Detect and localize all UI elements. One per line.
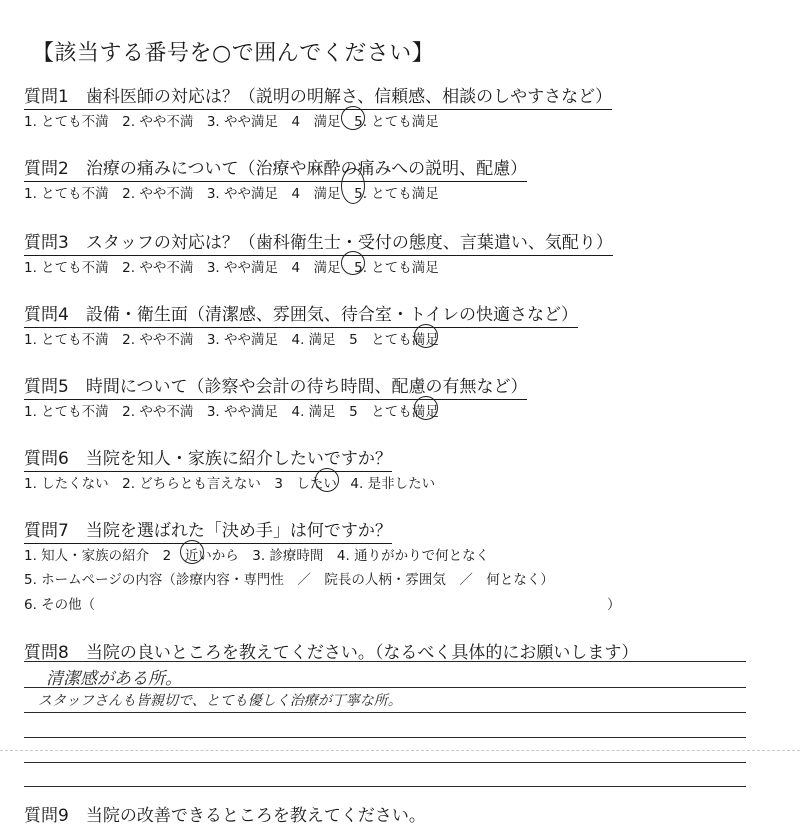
question-6-options: 1. したくない 2. どちらとも言えない 3 したい 4. 是非したい (24, 476, 436, 492)
instruction-heading: 【該当する番号を○で囲んでください】 (32, 41, 435, 66)
answer-line (24, 762, 746, 763)
question-1-options: 1. とても不満 2. やや不満 3. やや満足 4 満足 5. とても満足 (24, 114, 439, 130)
question-3-title: 質問3 スタッフの対応は？（歯科衛生士・受付の態度、言葉遣い、気配り） (24, 228, 613, 256)
answer-circle (341, 251, 365, 275)
answer-line (24, 712, 746, 713)
question-7-title: 質問7 当院を選ばれた「決め手」は何ですか？ (24, 516, 392, 544)
question-8-title: 質問8 当院の良いところを教えてください。（なるべく具体的にお願いします） (24, 643, 639, 663)
question-6-title: 質問6 当院を知人・家族に紹介したいですか？ (24, 444, 392, 472)
question-7-options-row3: 6. その他（ (24, 597, 96, 613)
question-5-options: 1. とても不満 2. やや不満 3. やや満足 4. 満足 5 とても満足 (24, 404, 439, 420)
answer-line (24, 737, 746, 738)
answer-line (24, 661, 746, 662)
question-1-title: 質問1 歯科医師の対応は？（説明の明解さ、信頼感、相談のしやすさなど） (24, 82, 612, 110)
answer-circle (414, 396, 438, 420)
answer-circle (315, 468, 339, 492)
question-9-title: 質問9 当院の改善できるところを教えてください。 (24, 806, 426, 826)
scan-artifact-line (0, 750, 800, 751)
question-4-options: 1. とても不満 2. やや不満 3. やや満足 4. 満足 5 とても満足 (24, 332, 439, 348)
answer-circle (180, 540, 204, 564)
question-5-title: 質問5 時間について（診察や会計の待ち時間、配慮の有無など） (24, 372, 527, 400)
closing-paren: ） (607, 597, 621, 613)
handwritten-answer-2: スタッフさんも皆親切で、とても優しく治療が丁寧な所。 (38, 693, 402, 709)
question-3-options: 1. とても不満 2. やや不満 3. やや満足 4 満足 5. とても満足 (24, 260, 439, 276)
question-7-options: 1. 知人・家族の紹介 2 近いから 3. 診療時間 4. 通りがかりで何となく (24, 548, 490, 564)
answer-line (24, 687, 746, 688)
question-2-options: 1. とても不満 2. やや不満 3. やや満足 4 満足 5. とても満足 (24, 186, 439, 202)
question-7-options-row2: 5. ホームページの内容（診療内容・専門性 ／ 院長の人柄・雰囲気 ／ 何となく） (24, 572, 554, 588)
question-4-title: 質問4 設備・衛生面（清潔感、雰囲気、待合室・トイレの快適さなど） (24, 300, 578, 328)
answer-circle (341, 168, 365, 204)
answer-line (24, 786, 746, 787)
question-2-title: 質問2 治療の痛みについて（治療や麻酔の痛みへの説明、配慮） (24, 154, 527, 182)
answer-circle (414, 324, 438, 348)
answer-circle (341, 106, 365, 130)
handwritten-answer-1: 清潔感がある所。 (46, 669, 182, 689)
